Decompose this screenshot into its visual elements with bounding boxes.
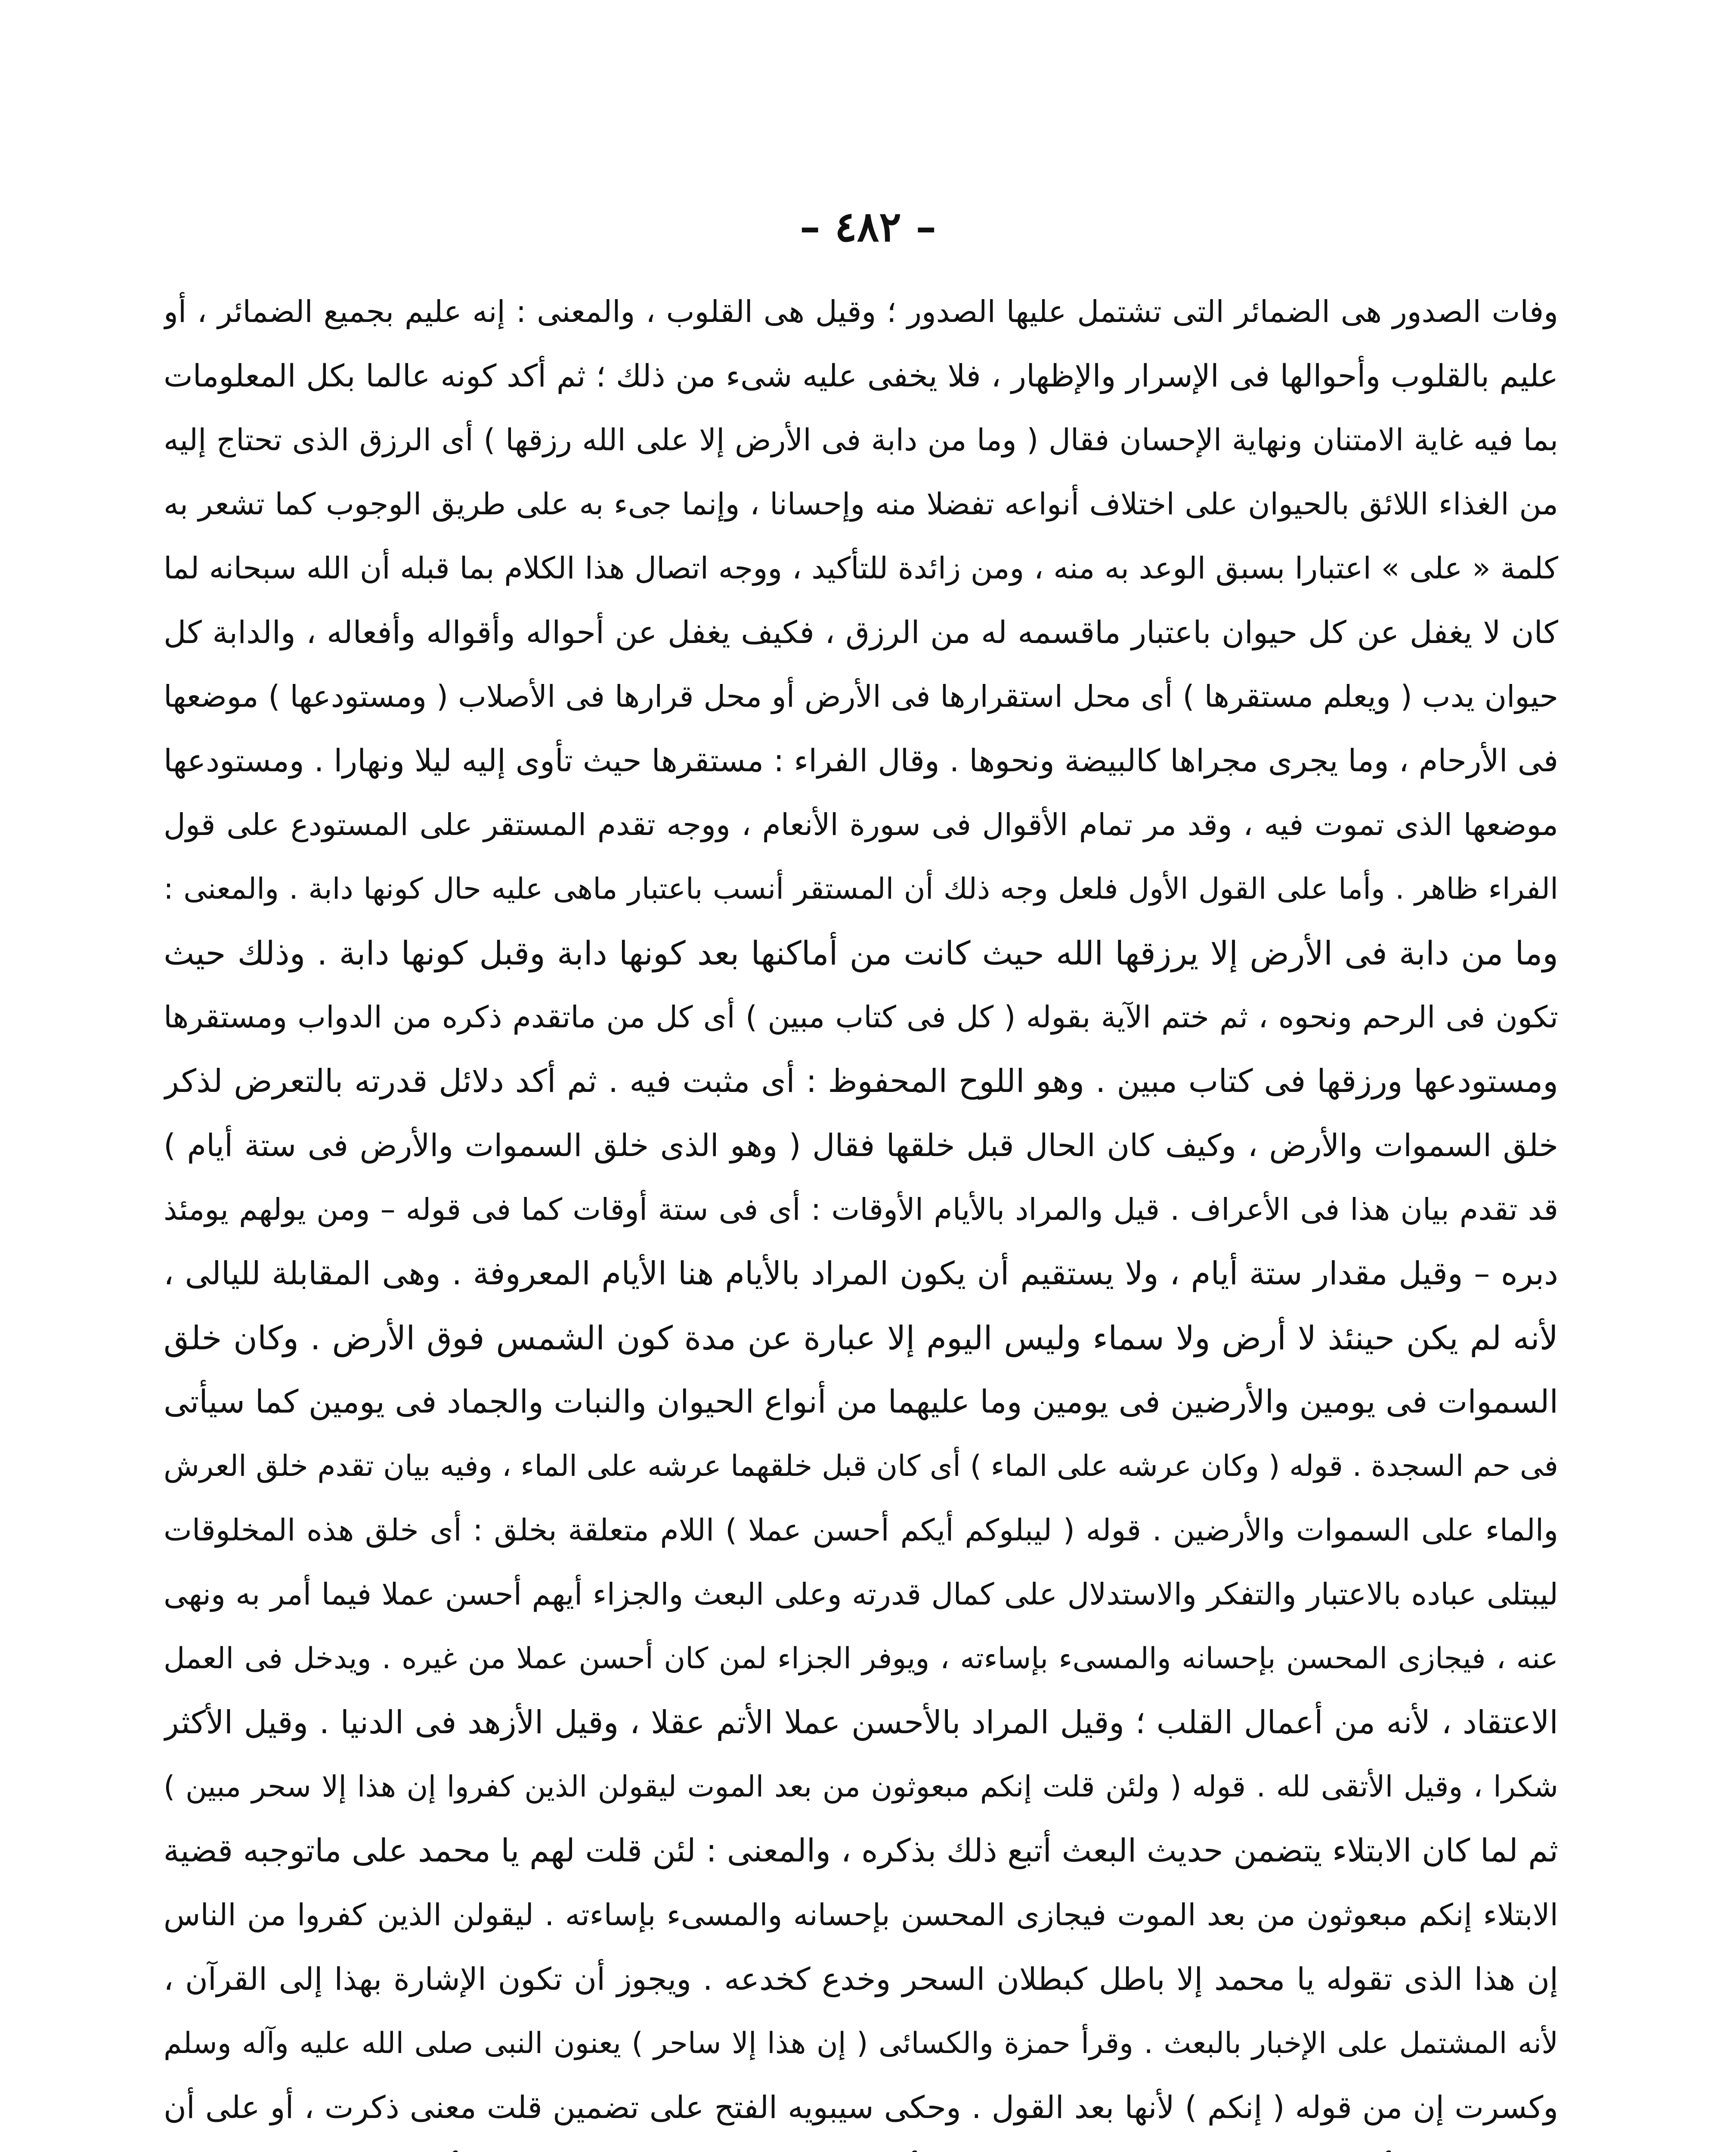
text-line: ليبتلى عباده بالاعتبار والتفكر والاستدلال على كمال قدرته وعلى البعث والجزاء أيهم أحسن عملا فيما أمر به ونهى — [164, 1577, 1558, 1612]
text-line — [164, 2140, 1558, 2152]
text-line: خلق السموات والأرض ، وكيف كان الحال قبل خلقها فقال ( وهو الذى خلق السموات والأرض فى ستة أيام ) — [164, 1127, 1558, 1163]
text-line: دبره – وقيل مقدار ستة أيام ، ولا يستقيم أن يكون المراد بالأيام هنا الأيام المعروفة . وهى المقابلة لليالى ، — [164, 1255, 1558, 1292]
text-line: الفراء ظاهر . وأما على القول الأول فلعل وجه ذلك أن المستقر أنسب باعتبار ماهى عليه حال كونها دابة . والمعنى : — [164, 872, 1558, 906]
text-line: وفات الصدور هى الضمائر التى تشتمل عليها الصدور ؛ وقيل هى القلوب ، والمعنى : إنه عليم بجميع الضمائر ، أو — [164, 294, 1558, 329]
text-line: والماء على السموات والأرضين . قوله ( ليبلوكم أيكم أحسن عملا ) اللام متعلقة بخلق : أى خلق هذه المخلوقات — [164, 1512, 1558, 1548]
text-line: لأنه المشتمل على الإخبار بالبعث . وقرأ حمزة والكسائى ( إن هذا إلا ساحر ) يعنون النبى صلى الله عليه وآله وسلم — [164, 2026, 1558, 2060]
text-line: شكرا ، وقيل الأتقى لله . قوله ( ولئن قلت إنكم مبعوثون من بعد الموت ليقولن الذين كفروا إن هذا إلا سحر مبين ) — [164, 1770, 1558, 1804]
text-line: عنه ، فيجازى المحسن بإحسانه والمسىء بإساءته ، ويوفر الجزاء لمن كان أحسن عملا من غيره . ويدخل فى العمل — [164, 1642, 1558, 1676]
page-number: – ٤٨٢ – — [799, 202, 937, 251]
text-line: فى حم السجدة . قوله ( وكان عرشه على الماء ) أى كان قبل خلقهما عرشه على الماء ، وفيه بيان تقدم خلق العرش — [164, 1449, 1558, 1483]
text-line: كان لا يغفل عن كل حيوان باعتبار ماقسمه له من الرزق ، فكيف يغفل عن أحواله وأقواله وأفعاله ، والدابة كل — [164, 614, 1558, 650]
text-line: فى الأرحام ، وما يجرى مجراها كالبيضة ونحوها . وقال الفراء : مستقرها حيث تأوى إليه ليلا ونهارا . ومستودعها — [164, 742, 1558, 779]
text-line: حيوان يدب ( ويعلم مستقرها ) أى محل استقرارها فى الأرض أو محل قرارها فى الأصلاب ( ومستودعها ) موضعها — [164, 679, 1558, 714]
text-line: من الغذاء اللائق بالحيوان على اختلاف أنواعه تفضلا منه وإحسانا ، وإنما جىء به على طريق الوجوب كما تشعر به — [164, 486, 1558, 522]
text-line: الابتلاء إنكم مبعوثون من بعد الموت فيجازى المحسن بإحسانه والمسىء بإساءته . ليقولن الذين كفروا من الناس — [164, 1897, 1558, 1932]
text-line: لأنه لم يكن حينئذ لا أرض ولا سماء وليس اليوم إلا عبارة عن مدة كون الشمس فوق الأرض . وكان خلق — [164, 1319, 1558, 1357]
text-line: تكون فى الرحم ونحوه ، ثم ختم الآية بقوله ( كل فى كتاب مبين ) أى كل من ماتقدم ذكره من الدواب ومستقرها — [164, 999, 1558, 1035]
text-line: ثم لما كان الابتلاء يتضمن حديث البعث أتبع ذلك بذكره ، والمعنى : لئن قلت لهم يا محمد على ماتوجبه قضية — [164, 1832, 1558, 1869]
text-line: كلمة « على » اعتبارا بسبق الوعد به منه ، ومن زائدة للتأكيد ، ووجه اتصال هذا الكلام بما قبله أن الله سبحانه لما — [164, 550, 1558, 586]
text-line: السموات فى يومين والأرضين فى يومين وما عليهما من أنواع الحيوان والنبات والجماد فى يومين كما سيأتى — [164, 1383, 1558, 1420]
text-line: قد تقدم بيان هذا فى الأعراف . قيل والمراد بالأيام الأوقات : أى فى ستة أوقات كما فى قوله – ومن يولهم يومئذ — [164, 1192, 1558, 1227]
body-text — [164, 280, 1558, 2152]
text-line: عليم بالقلوب وأحوالها فى الإسرار والإظهار ، فلا يخفى عليه شىء من ذلك ؛ ثم أكد كونه عالما بكل المعلومات — [164, 358, 1558, 394]
text-line: ومستودعها ورزقها فى كتاب مبين . وهو اللوح المحفوظ : أى مثبت فيه . ثم أكد دلائل قدرته بالتعرض لذكر — [164, 1063, 1558, 1100]
text-line: الاعتقاد ، لأنه من أعمال القلب ؛ وقيل المراد بالأحسن عملا الأتم عقلا ، وقيل الأزهد فى الدنيا . وقيل الأكثر — [164, 1704, 1558, 1741]
text-line: إن هذا الذى تقوله يا محمد إلا باطل كبطلان السحر وخدع كخدعه . ويجوز أن تكون الإشارة بهذا إلى القرآن ، — [164, 1961, 1558, 1997]
text-line: بما فيه غاية الامتنان ونهاية الإحسان فقال ( وما من دابة فى الأرض إلا على الله رزقها ) أى الرزق الذى تحتاج إليه — [164, 422, 1558, 458]
text-line: وما من دابة فى الأرض إلا يرزقها الله حيث كانت من أماكنها بعد كونها دابة وقبل كونها دابة . وذلك حيث — [164, 934, 1558, 972]
text-line: وكسرت إن من قوله ( إنكم ) لأنها بعد القول . وحكى سيبويه الفتح على تضمين قلت معنى ذكرت ، أو على أن — [164, 2089, 1558, 2125]
text-line: موضعها الذى تموت فيه ، وقد مر تمام الأقوال فى سورة الأنعام ، ووجه تقدم المستقر على المستودع على قول — [164, 807, 1558, 842]
